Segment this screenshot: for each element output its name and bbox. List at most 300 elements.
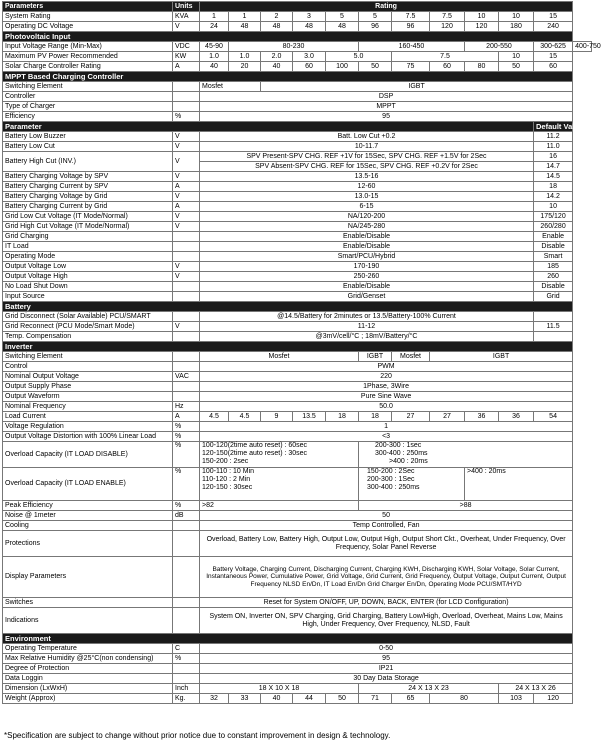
row-label: Switches (3, 598, 173, 608)
cell: 10-11.7 (200, 142, 534, 152)
row-label: Control (3, 362, 173, 372)
env-humidity-row (3, 654, 592, 664)
row-unit (173, 674, 200, 684)
default-cell: 16 (534, 152, 573, 162)
row-label: Solar Charge Controller Rating (3, 62, 173, 72)
row-unit: Hz (173, 402, 200, 412)
cell: 200-550 (465, 42, 534, 52)
cell: IP21 (200, 664, 573, 674)
section-inverter (3, 342, 592, 352)
cell: 10 (465, 12, 499, 22)
row-label: Output Voltage Low (3, 262, 173, 272)
cell: 60 (430, 62, 465, 72)
row-label: Battery Charging Voltage by SPV (3, 172, 173, 182)
cell (359, 468, 465, 501)
cell: Battery Voltage, Charging Current, Discharging Current, Charging KWH, Discharging KWH, Solar Voltage, Solar Current, Instantaneous Power, Cumulative Power, Grid Voltage, Grid Current, Grid Frequency, Output Voltage, Output Current, Output Frequency NLSD En/Dn, IT Load En/Dn Grid Charger En/Dn, Operating Mode PCU/SMT/HYD (200, 557, 573, 598)
default-cell: Disable (534, 242, 573, 252)
row-label: Degree of Protection (3, 664, 173, 674)
footnote: *Specification are subject to change without prior notice due to constant improvement in design & technology. (4, 731, 391, 740)
default-cell: 260/280 (534, 222, 573, 232)
row-label: Display Parameters (3, 557, 173, 598)
row-unit: V (173, 142, 200, 152)
grid-reconnect-row (3, 322, 592, 332)
cell: PWM (200, 362, 573, 372)
cell: 96 (392, 22, 430, 32)
row-label: Voltage Regulation (3, 422, 173, 432)
cell: 60 (534, 62, 573, 72)
cell: 45-90 (200, 42, 229, 52)
row-label: Nominal Frequency (3, 402, 173, 412)
section-title: Environment (3, 634, 573, 644)
default-cell: 14.5 (534, 172, 573, 182)
cell: IGBT (359, 352, 392, 362)
pv-power-row (3, 52, 592, 62)
cell: 100 (326, 62, 359, 72)
cell: SPV Present-SPV CHG. REF +1V for 15Sec, SPV CHG. REF +1.5V for 2Sec (200, 152, 534, 162)
row-label: Switching Element (3, 82, 173, 92)
line: 150-200 : 2sec (202, 458, 249, 465)
section-title: Photovoltaic Input (3, 32, 573, 42)
line: 300-400 : 250ms (375, 450, 428, 457)
row-label: Battery High Cut (INV.) (3, 152, 173, 172)
row-label: Output Waveform (3, 392, 173, 402)
cell: Batt. Low Cut +0.2 (200, 132, 534, 142)
row-label: Weight (Approx) (3, 694, 173, 704)
row-unit: VDC (173, 42, 200, 52)
section-title: Battery (3, 302, 573, 312)
row-unit: % (173, 442, 200, 468)
inv-peak-row (3, 501, 592, 511)
row-unit: V (173, 212, 200, 222)
row-label: Maximum PV Power Recommended (3, 52, 173, 62)
cell: 18 (326, 412, 359, 422)
default-cell: Grid (534, 292, 573, 302)
cell: Enable/Disable (200, 232, 534, 242)
cell: 80-230 (229, 42, 359, 52)
cell: 44 (293, 694, 326, 704)
inv-display-row (3, 557, 592, 598)
row-unit: V (173, 322, 200, 332)
row-unit: V (173, 22, 200, 32)
default-cell: 260 (534, 272, 573, 282)
cell (359, 442, 573, 468)
section-environment (3, 634, 592, 644)
row-unit (173, 521, 200, 531)
cell (200, 468, 359, 501)
cell: 60 (293, 62, 326, 72)
cell: 120 (430, 22, 465, 32)
mppt-efficiency-row (3, 112, 592, 122)
row-label: Operating Mode (3, 252, 173, 262)
cell: 54 (534, 412, 573, 422)
line: 110-120 : 2 Min (202, 476, 251, 483)
line: 150-200 : 2Sec (367, 468, 415, 475)
row-label: No Load Shut Down (3, 282, 173, 292)
param-row (3, 262, 592, 272)
cell: 24 X 13 X 23 (359, 684, 499, 694)
inv-phase-row (3, 382, 592, 392)
cell: 50 (326, 694, 359, 704)
cell: 103 (499, 694, 534, 704)
row-label: Output Voltage Distortion with 100% Linear Load (3, 432, 173, 442)
inv-switches-row (3, 598, 592, 608)
row-label: Grid Reconnect (PCU Mode/Smart Mode) (3, 322, 173, 332)
row-unit (173, 332, 200, 342)
inv-overload-enable-row (3, 468, 592, 501)
row-unit (173, 292, 200, 302)
row-label: Grid Charging (3, 232, 173, 242)
cell: 10 (499, 52, 534, 62)
row-label: System Rating (3, 12, 173, 22)
row-unit (173, 282, 200, 292)
cell: 40 (261, 62, 293, 72)
section-mppt (3, 72, 592, 82)
row-label: Input Voltage Range (Min-Max) (3, 42, 173, 52)
row-label: Protections (3, 531, 173, 557)
cell: 71 (359, 694, 392, 704)
cell: >88 (359, 501, 573, 511)
row-unit: Inch (173, 684, 200, 694)
inv-noise-row (3, 511, 592, 521)
row-unit (173, 664, 200, 674)
cell: 7.5 (392, 52, 499, 62)
header-units: Units (173, 2, 200, 12)
spec-sheet (2, 1, 601, 704)
cell: 120 (534, 694, 573, 704)
row-unit: V (173, 222, 200, 232)
row-label: IT Load (3, 242, 173, 252)
row-unit: % (173, 432, 200, 442)
row-unit: dB (173, 511, 200, 521)
param-row (3, 142, 592, 152)
cell: 96 (359, 22, 392, 32)
param-row (3, 192, 592, 202)
cell: 95 (200, 654, 573, 664)
row-label: Output Voltage High (3, 272, 173, 282)
system-rating-row (3, 12, 592, 22)
row-label: Cooling (3, 521, 173, 531)
cell: 48 (326, 22, 359, 32)
row-label: Input Source (3, 292, 173, 302)
row-label: Efficiency (3, 112, 173, 122)
row-label: Battery Charging Current by Grid (3, 202, 173, 212)
default-cell (534, 312, 573, 322)
row-label: Grid Low Cut Voltage (IT Mode/Normal) (3, 212, 173, 222)
cell: 250-260 (200, 272, 534, 282)
row-label: Battery Low Buzzer (3, 132, 173, 142)
default-cell: Disable (534, 282, 573, 292)
row-unit: % (173, 654, 200, 664)
cell: 80 (430, 694, 499, 704)
cell: 50.0 (200, 402, 573, 412)
cell: >82 (200, 501, 359, 511)
cell: DSP (200, 92, 573, 102)
row-label: Nominal Output Voltage (3, 372, 173, 382)
cell: 18 (359, 412, 392, 422)
cell: Enable/Disable (200, 282, 534, 292)
row-unit: A (173, 182, 200, 192)
pv-scc-row (3, 62, 592, 72)
row-label: Output Supply Phase (3, 382, 173, 392)
row-unit: V (173, 192, 200, 202)
param-row (3, 282, 592, 292)
row-unit: KVA (173, 12, 200, 22)
default-cell: 11.5 (534, 322, 573, 332)
param-row (3, 232, 592, 242)
cell: 0-50 (200, 644, 573, 654)
row-unit (173, 252, 200, 262)
cell: IGBT (261, 82, 573, 92)
cell: Smart/PCU/Hybrid (200, 252, 534, 262)
row-unit: % (173, 422, 200, 432)
mppt-type-row (3, 102, 592, 112)
cell: 36 (465, 412, 499, 422)
dc-voltage-row (3, 22, 592, 32)
section-title: MPPT Based Charging Controller (3, 72, 573, 82)
row-label: Battery Charging Current by SPV (3, 182, 173, 192)
cell: 5 (326, 12, 359, 22)
cell: 3.0 (293, 52, 326, 62)
line: 120-150(2time auto reset) : 30sec (202, 450, 308, 457)
cell: Mosfet (200, 82, 261, 92)
env-ip-row (3, 664, 592, 674)
cell: 65 (392, 694, 430, 704)
header-rating: Rating (200, 2, 573, 12)
section-title: Parameter (3, 122, 534, 132)
row-label: Switching Element (3, 352, 173, 362)
grid-disconnect-row (3, 312, 592, 322)
row-unit (173, 352, 200, 362)
row-label: Max Relative Humidity @25°C(non condensing) (3, 654, 173, 664)
inv-nomv-row (3, 372, 592, 382)
cell: Reset for System ON/OFF, UP, DOWN, BACK, ENTER (for LCD Configuration) (200, 598, 573, 608)
param-row (3, 182, 592, 192)
cell: MPPT (200, 102, 573, 112)
cell: 1 (200, 12, 229, 22)
row-unit (173, 102, 200, 112)
cell: 170-190 (200, 262, 534, 272)
inv-overload-disable-row (3, 442, 592, 468)
inv-wave-row (3, 392, 592, 402)
inv-protections-row (3, 531, 592, 557)
row-unit (173, 92, 200, 102)
line: 100-110 : 10 Min (202, 468, 255, 475)
cell: IGBT (430, 352, 573, 362)
cell: 10 (499, 12, 534, 22)
cell (200, 442, 359, 468)
env-log-row (3, 674, 592, 684)
row-unit (173, 382, 200, 392)
row-unit (173, 312, 200, 322)
cell: 6-15 (200, 202, 534, 212)
row-unit: KW (173, 52, 200, 62)
env-weight-row (3, 694, 592, 704)
row-label: Battery Low Cut (3, 142, 173, 152)
section-photovoltaic (3, 32, 592, 42)
row-label: Grid High Cut Voltage (IT Mode/Normal) (3, 222, 173, 232)
row-label: Load Current (3, 412, 173, 422)
cell: 2 (261, 12, 293, 22)
cell: Enable/Disable (200, 242, 534, 252)
cell: Grid/Genset (200, 292, 534, 302)
cell: 30 Day Data Storage (200, 674, 573, 684)
temp-comp-row (3, 332, 592, 342)
default-cell: 14.7 (534, 162, 573, 172)
cell: 48 (229, 22, 261, 32)
cell: 40 (261, 694, 293, 704)
cell: NA/245-280 (200, 222, 534, 232)
mppt-controller-row (3, 92, 592, 102)
cell: 20 (229, 62, 261, 72)
row-label: Controller (3, 92, 173, 102)
inv-indications-row (3, 608, 592, 634)
default-cell: 185 (534, 262, 573, 272)
row-unit (173, 598, 200, 608)
cell: 5.0 (326, 52, 392, 62)
cell: SPV Absent-SPV CHG. REF for 15Sec, SPV CHG. REF +0.2V for 2Sec (200, 162, 534, 172)
line: 120-150 : 30sec (202, 484, 253, 491)
inv-cooling-row (3, 521, 592, 531)
line: 200-300 : 1sec (375, 442, 422, 449)
cell: 50 (200, 511, 573, 521)
row-unit (173, 531, 200, 557)
inv-switch-row (3, 352, 592, 362)
row-label: Noise @ 1meter (3, 511, 173, 521)
cell: 15 (534, 52, 573, 62)
cell: 240 (534, 22, 573, 32)
cell: Mosfet (200, 352, 359, 362)
spec-table (2, 1, 601, 704)
inv-load-row (3, 412, 592, 422)
header-row (3, 2, 592, 12)
header-params: Parameters (3, 2, 173, 12)
section-parameter (3, 122, 592, 132)
param-row (3, 172, 592, 182)
default-cell: 18 (534, 182, 573, 192)
cell: 12-60 (200, 182, 534, 192)
row-label: Dimension (LxWxH) (3, 684, 173, 694)
cell: 27 (392, 412, 430, 422)
cell: 48 (261, 22, 293, 32)
cell: 120 (465, 22, 499, 32)
cell: Overload, Battery Low, Battery High, Output Low, Output High, Output Short Ckt., Overheat, Under Frequency, Over Frequency, Solar Panel Reverse (200, 531, 573, 557)
row-label: Battery Charging Voltage by Grid (3, 192, 173, 202)
cell: 50 (359, 62, 392, 72)
default-cell: 10 (534, 202, 573, 212)
cell: 13.5-16 (200, 172, 534, 182)
line: >400 : 20ms (389, 458, 428, 465)
cell: Mosfet (392, 352, 430, 362)
cell: 48 (293, 22, 326, 32)
cell: 13.0-15 (200, 192, 534, 202)
cell: 160-450 (359, 42, 465, 52)
cell: 27 (430, 412, 465, 422)
row-unit: % (173, 112, 200, 122)
row-unit (173, 557, 200, 598)
cell: 1 (229, 12, 261, 22)
cell: 80 (465, 62, 499, 72)
row-label: Overload Capacity (IT LOAD DISABLE) (3, 442, 173, 468)
row-label: Grid Disconnect (Solar Available) PCU/SMART (3, 312, 173, 322)
cell: 1Phase, 3Wire (200, 382, 573, 392)
cell: 50 (499, 62, 534, 72)
default-cell: 11.0 (534, 142, 573, 152)
row-unit: A (173, 412, 200, 422)
row-unit: VAC (173, 372, 200, 382)
cell: 4.5 (200, 412, 229, 422)
row-unit: V (173, 172, 200, 182)
row-unit: V (173, 272, 200, 282)
cell: System ON, Inverter ON, SPV Charging, Grid Charging, Battery Low/High, Overload, Overheat, Mains Low, Mains High, Under Frequency, Over Frequency, NLSD, Fault (200, 608, 573, 634)
row-unit (173, 232, 200, 242)
cell: 9 (261, 412, 293, 422)
row-label: Type of Charger (3, 102, 173, 112)
default-cell: Enable (534, 232, 573, 242)
cell: 5 (359, 12, 392, 22)
default-value-header: Default Value (534, 122, 573, 132)
env-temp-row (3, 644, 592, 654)
mppt-switch-row (3, 82, 592, 92)
cell: 95 (200, 112, 573, 122)
cell: 4.5 (229, 412, 261, 422)
line: 300-400 : 250ms (367, 484, 420, 491)
default-cell: Smart (534, 252, 573, 262)
cell: 75 (392, 62, 430, 72)
inv-control-row (3, 362, 592, 372)
param-row (3, 292, 592, 302)
row-label: Peak Efficiency (3, 501, 173, 511)
param-row (3, 272, 592, 282)
row-unit: V (173, 152, 200, 172)
row-unit: Kg. (173, 694, 200, 704)
cell: 180 (499, 22, 534, 32)
inv-thd-row (3, 432, 592, 442)
param-row (3, 222, 592, 232)
cell: Pure Sine Wave (200, 392, 573, 402)
row-label: Temp. Compensation (3, 332, 173, 342)
cell: 7.5 (392, 12, 430, 22)
default-cell: 14.2 (534, 192, 573, 202)
cell: 40 (200, 62, 229, 72)
section-title: Inverter (3, 342, 573, 352)
param-row (3, 212, 592, 222)
cell: 2.0 (261, 52, 293, 62)
row-unit (173, 82, 200, 92)
row-unit (173, 242, 200, 252)
cell: 24 X 13 X 26 (499, 684, 573, 694)
cell: >400 : 20ms (465, 468, 573, 501)
cell: 11-12 (200, 322, 534, 332)
cell: 18 X 10 X 18 (200, 684, 359, 694)
row-label: Indications (3, 608, 173, 634)
cell: 13.5 (293, 412, 326, 422)
row-unit: A (173, 202, 200, 212)
row-unit (173, 608, 200, 634)
row-label: Data Loggin (3, 674, 173, 684)
inv-reg-row (3, 422, 592, 432)
cell: 33 (229, 694, 261, 704)
row-unit (173, 362, 200, 372)
param-row (3, 252, 592, 262)
row-label: Operating DC Voltage (3, 22, 173, 32)
param-row (3, 132, 592, 142)
cell: NA/120-200 (200, 212, 534, 222)
param-row (3, 152, 592, 162)
cell: 1.0 (200, 52, 229, 62)
param-row (3, 242, 592, 252)
cell: 36 (499, 412, 534, 422)
cell: 7.5 (430, 12, 465, 22)
